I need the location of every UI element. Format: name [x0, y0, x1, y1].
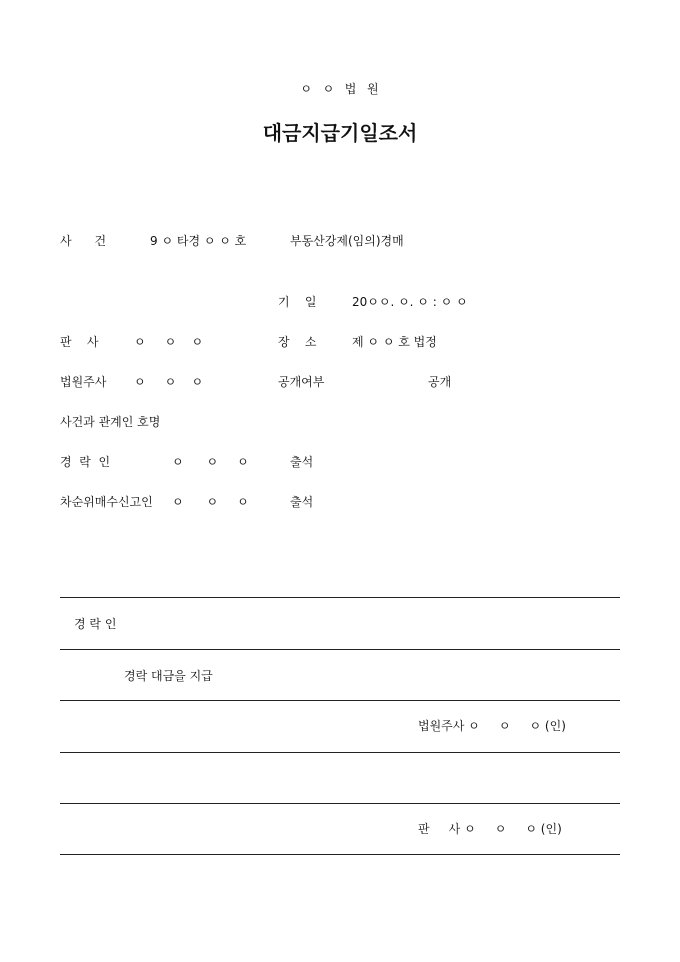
record-payment: 경락 대금을 지급 [124, 669, 213, 683]
judge-signature: 판 사 ㅇ ㅇ ㅇ (인) [418, 822, 562, 836]
bidder-status: 출석 [290, 455, 314, 469]
call-heading: 사건과 관계인 호명 [60, 415, 161, 429]
divider-line [60, 752, 620, 753]
bidder-name: ㅇ ㅇ ㅇ [172, 455, 249, 469]
court-name: ㅇ ㅇ 법 원 [300, 82, 380, 96]
place-value: 제 ㅇ ㅇ 호 법정 [352, 335, 437, 349]
disclosure-value: 공개 [428, 375, 452, 389]
bidder-label: 경 락 인 [60, 455, 111, 469]
case-label: 사 건 [60, 234, 107, 248]
divider-line [60, 649, 620, 650]
second-bidder-name: ㅇ ㅇ ㅇ [172, 495, 249, 509]
date-value: 20ㅇㅇ. ㅇ. ㅇ : ㅇ ㅇ [352, 295, 468, 309]
clerk-label: 법원주사 [60, 375, 107, 389]
record-bidder: 경 락 인 [74, 617, 117, 631]
second-bidder-status: 출석 [290, 495, 314, 509]
disclosure-label: 공개여부 [278, 375, 325, 389]
case-number: 9 ㅇ 타경 ㅇ ㅇ 호 [150, 234, 247, 248]
divider-line [60, 803, 620, 804]
second-bidder-label: 차순위매수신고인 [60, 495, 153, 509]
clerk-signature: 법원주사 ㅇ ㅇ ㅇ (인) [418, 719, 566, 733]
place-label: 장 소 [278, 335, 317, 349]
divider-line [60, 854, 620, 855]
divider-line [60, 700, 620, 701]
judge-label: 판 사 [60, 335, 99, 349]
case-name: 부동산강제(임의)경매 [290, 234, 404, 248]
document-title: 대금지급기일조서 [262, 121, 418, 145]
clerk-name: ㅇ ㅇ ㅇ [134, 375, 204, 389]
date-label: 기 일 [278, 295, 317, 309]
judge-name: ㅇ ㅇ ㅇ [134, 335, 204, 349]
divider-line [60, 597, 620, 598]
